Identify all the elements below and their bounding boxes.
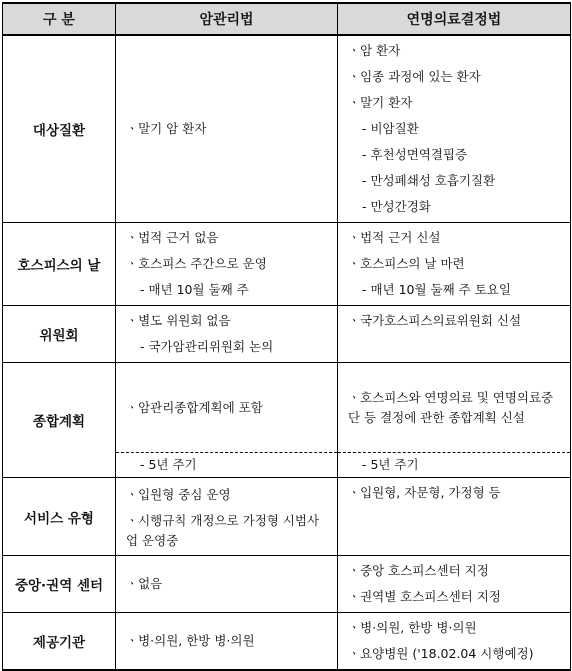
bullet-item: ㆍ없음 <box>126 576 163 591</box>
header-row <box>3 3 571 35</box>
bullet-item: ㆍ임종 과정에 있는 환자 <box>348 69 481 84</box>
bullet-item: ㆍ말기 암 환자 <box>126 121 207 136</box>
cancer-cell <box>116 363 338 453</box>
life-cell <box>338 306 571 363</box>
bullet-item: ㆍ입원형, 자문형, 가정형 등 <box>348 485 501 500</box>
bullet-item: ㆍ요양병원 ('18.02.04 시행예정) <box>348 646 534 661</box>
header-life-act: 연명의료결정법 <box>338 3 571 35</box>
life-cell <box>338 478 571 556</box>
row-label: 제공기관 <box>3 613 116 671</box>
sub-item: - 만성간경화 <box>362 199 431 214</box>
bullet-item: ㆍ국가호스피스의료위원회 신설 <box>348 313 522 328</box>
sub-item: - 매년 10월 둘째 주 <box>140 282 249 297</box>
life-cell <box>338 363 571 453</box>
sub-item: - 매년 10월 둘째 주 토요일 <box>362 282 511 297</box>
row-label: 종합계획 <box>3 363 116 478</box>
bullet-item: ㆍ암 환자 <box>348 43 401 58</box>
header-category: 구 분 <box>3 3 116 35</box>
bullet-item: ㆍ법적 근거 없음 <box>126 230 219 245</box>
cancer-cycle-cell <box>116 453 338 478</box>
bullet-item: ㆍ암관리종합계획에 포함 <box>126 399 263 415</box>
bullet-item: ㆍ별도 위원회 없음 <box>126 313 231 328</box>
row-center <box>3 556 571 613</box>
bullet-item: ㆍ시행규칙 개정으로 가정형 시범사업 운영중 <box>126 513 320 548</box>
row-service <box>3 478 571 556</box>
bullet-item: ㆍ법적 근거 신설 <box>348 230 441 245</box>
bullet-item: ㆍ말기 환자 <box>348 95 413 110</box>
sub-item: - 국가암관리위원회 논의 <box>140 339 274 354</box>
row-committee <box>3 306 571 363</box>
row-provider <box>3 613 571 671</box>
row-hospice-day <box>3 223 571 306</box>
sub-item: - 5년 주기 <box>140 457 197 472</box>
cancer-cell <box>116 478 338 556</box>
header-cancer-act: 암관리법 <box>116 3 338 35</box>
life-cell <box>338 613 571 671</box>
comparison-table <box>2 2 571 671</box>
row-label: 서비스 유형 <box>3 478 116 556</box>
row-target <box>3 35 571 223</box>
bullet-item: ㆍ입원형 중심 운영 <box>126 487 231 502</box>
bullet-item: ㆍ병·의원, 한방 병·의원 <box>348 620 477 635</box>
bullet-item: ㆍ중앙 호스피스센터 지정 <box>348 563 489 578</box>
bullet-item: ㆍ병·의원, 한방 병·의원 <box>126 633 255 648</box>
bullet-item: ㆍ호스피스 주간으로 운영 <box>126 256 267 271</box>
row-label: 호스피스의 날 <box>3 223 116 306</box>
life-cycle-cell <box>338 453 571 478</box>
life-cell <box>338 223 571 306</box>
cancer-cell <box>116 556 338 613</box>
life-cell <box>338 35 571 223</box>
row-label: 중앙·권역 센터 <box>3 556 116 613</box>
bullet-item: ㆍ호스피스의 날 마련 <box>348 256 465 271</box>
sub-item: - 5년 주기 <box>362 457 419 472</box>
cancer-cell <box>116 613 338 671</box>
row-label: 위원회 <box>3 306 116 363</box>
bullet-item: ㆍ호스피스와 연명의료 및 연명의료중단 등 결정에 관한 종합계획 신설 <box>348 389 554 425</box>
bullet-item: ㆍ권역별 호스피스센터 지정 <box>348 589 501 604</box>
row-label: 대상질환 <box>3 35 116 223</box>
cancer-cell <box>116 35 338 223</box>
sub-item: - 비암질환 <box>362 121 419 136</box>
sub-item: - 후천성면역결핍증 <box>362 147 468 162</box>
sub-item: - 만성폐쇄성 호흡기질환 <box>362 173 496 188</box>
life-cell <box>338 556 571 613</box>
cancer-cell <box>116 306 338 363</box>
cancer-cell <box>116 223 338 306</box>
row-plan <box>3 363 571 453</box>
